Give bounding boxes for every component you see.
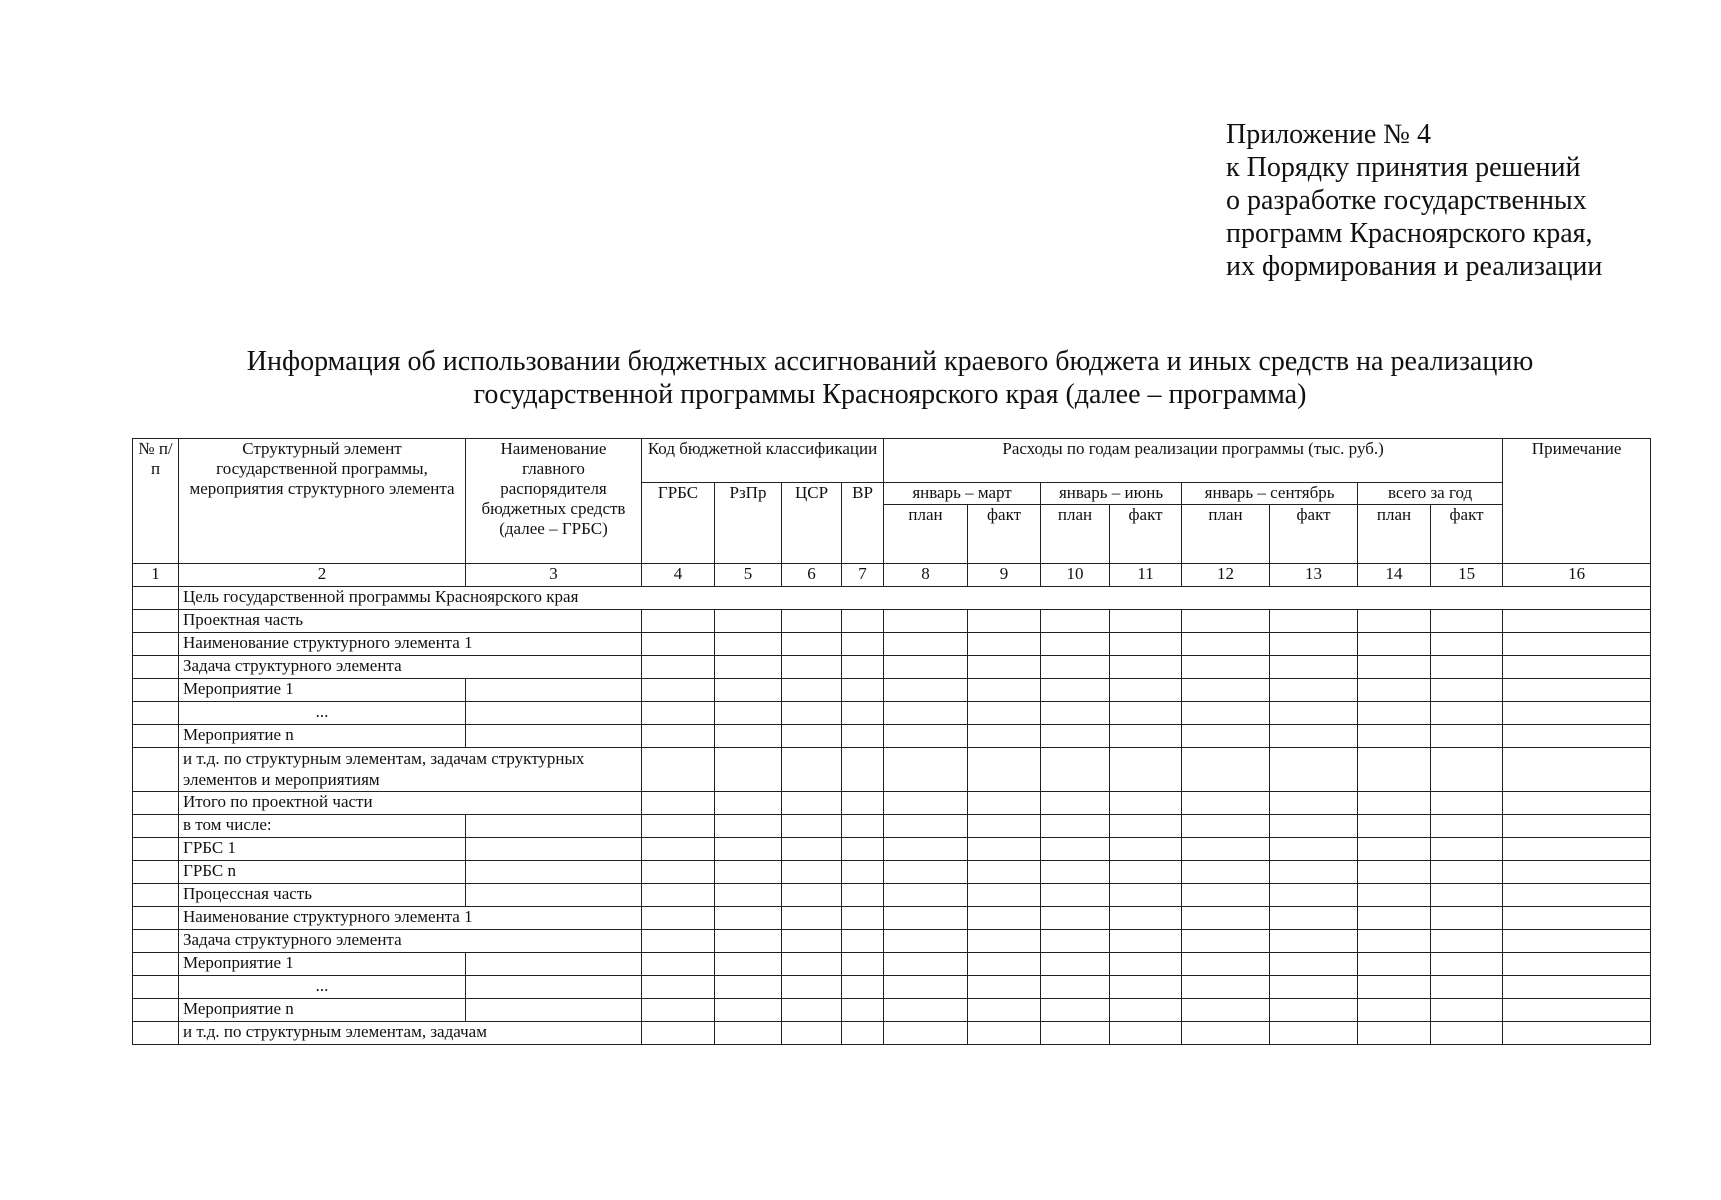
header-plan: план [884, 505, 968, 564]
header-period-q1: январь – март [884, 483, 1041, 505]
row-measure-n: Мероприятие n [179, 725, 466, 748]
header-fact: факт [1110, 505, 1182, 564]
table-row [133, 930, 1651, 953]
table-row [133, 633, 1651, 656]
row-measure-1-process: Мероприятие 1 [179, 953, 466, 976]
row-including: в том числе: [179, 815, 466, 838]
table-row [133, 656, 1651, 679]
column-number: 10 [1041, 564, 1110, 587]
table-row [133, 610, 1651, 633]
appendix-line: к Порядку принятия решений [1226, 152, 1581, 183]
appendix-line: их формирования и реализации [1226, 251, 1603, 282]
document-title [130, 345, 1650, 411]
row-grbs-n: ГРБС n [179, 861, 466, 884]
table-row [133, 815, 1651, 838]
budget-report-table [132, 438, 1651, 1045]
table-row [133, 1022, 1651, 1045]
column-number: 2 [179, 564, 466, 587]
column-number: 1 [133, 564, 179, 587]
row-task-process: Задача структурного элемента [179, 930, 642, 953]
row-goal: Цель государственной программы Красноярского края [179, 587, 1651, 610]
column-number: 16 [1503, 564, 1651, 587]
table-row [133, 702, 1651, 725]
table-row [133, 976, 1651, 999]
row-measure-n-process: Мероприятие n [179, 999, 466, 1022]
column-number: 8 [884, 564, 968, 587]
table-row [133, 725, 1651, 748]
row-etc: и т.д. по структурным элементам, задачам структурных элементов и мероприятиям [179, 748, 642, 792]
row-task: Задача структурного элемента [179, 656, 642, 679]
cell-num [133, 587, 179, 610]
column-number: 9 [968, 564, 1041, 587]
table-row [133, 792, 1651, 815]
table-row [133, 884, 1651, 907]
document-title-line-2: государственной программы Красноярского края (далее – программа) [473, 379, 1307, 410]
row-etc-process: и т.д. по структурным элементам, задачам [179, 1022, 642, 1045]
table-row [133, 861, 1651, 884]
row-ellipsis: ... [179, 976, 466, 999]
appendix-line: программ Красноярского края, [1226, 218, 1593, 249]
appendix-reference [1226, 118, 1602, 283]
column-number: 3 [466, 564, 642, 587]
header-code-vr: ВР [842, 483, 884, 564]
header-plan: план [1182, 505, 1270, 564]
header-plan: план [1041, 505, 1110, 564]
header-fact: факт [968, 505, 1041, 564]
appendix-line: о разработке государственных [1226, 185, 1587, 216]
row-process-part: Процессная часть [179, 884, 466, 907]
header-note: Примечание [1503, 439, 1651, 564]
column-number-row [133, 564, 1651, 587]
table-row [133, 838, 1651, 861]
header-period-year: всего за год [1358, 483, 1503, 505]
header-code-grbs: ГРБС [642, 483, 715, 564]
document-title-line-1: Информация об использовании бюджетных ассигнований краевого бюджета и иных средств на реализацию [246, 346, 1534, 377]
table-row [133, 907, 1651, 930]
column-number: 7 [842, 564, 884, 587]
header-fact: факт [1431, 505, 1503, 564]
column-number: 11 [1110, 564, 1182, 587]
row-project-part: Проектная часть [179, 610, 642, 633]
row-element-1: Наименование структурного элемента 1 [179, 633, 642, 656]
column-number: 12 [1182, 564, 1270, 587]
header-code-csr: ЦСР [782, 483, 842, 564]
row-element-1-process: Наименование структурного элемента 1 [179, 907, 642, 930]
header-expenses: Расходы по годам реализации программы (тыс. руб.) [884, 439, 1503, 483]
table-row [133, 999, 1651, 1022]
column-number: 6 [782, 564, 842, 587]
header-fact: факт [1270, 505, 1358, 564]
header-row-1 [133, 439, 1651, 483]
header-grbs-name: Наименование главного распорядителя бюджетных средств (далее – ГРБС) [466, 439, 642, 564]
column-number: 4 [642, 564, 715, 587]
column-number: 14 [1358, 564, 1431, 587]
row-total-project: Итого по проектной части [179, 792, 642, 815]
column-number: 15 [1431, 564, 1503, 587]
header-structural-element: Структурный элемент государственной программы, мероприятия структурного элемента [179, 439, 466, 564]
header-budget-code: Код бюджетной классификации [642, 439, 884, 483]
row-ellipsis: ... [179, 702, 466, 725]
table-row [133, 679, 1651, 702]
table-row [133, 953, 1651, 976]
header-num: № п/п [133, 439, 179, 564]
table-row [133, 748, 1651, 792]
row-measure-1: Мероприятие 1 [179, 679, 466, 702]
column-number: 5 [715, 564, 782, 587]
header-period-h1: январь – июнь [1041, 483, 1182, 505]
header-code-rzpr: РзПр [715, 483, 782, 564]
row-grbs-1: ГРБС 1 [179, 838, 466, 861]
appendix-line: Приложение № 4 [1226, 119, 1431, 150]
header-plan: план [1358, 505, 1431, 564]
column-number: 13 [1270, 564, 1358, 587]
header-period-9m: январь – сентябрь [1182, 483, 1358, 505]
table-row [133, 587, 1651, 610]
